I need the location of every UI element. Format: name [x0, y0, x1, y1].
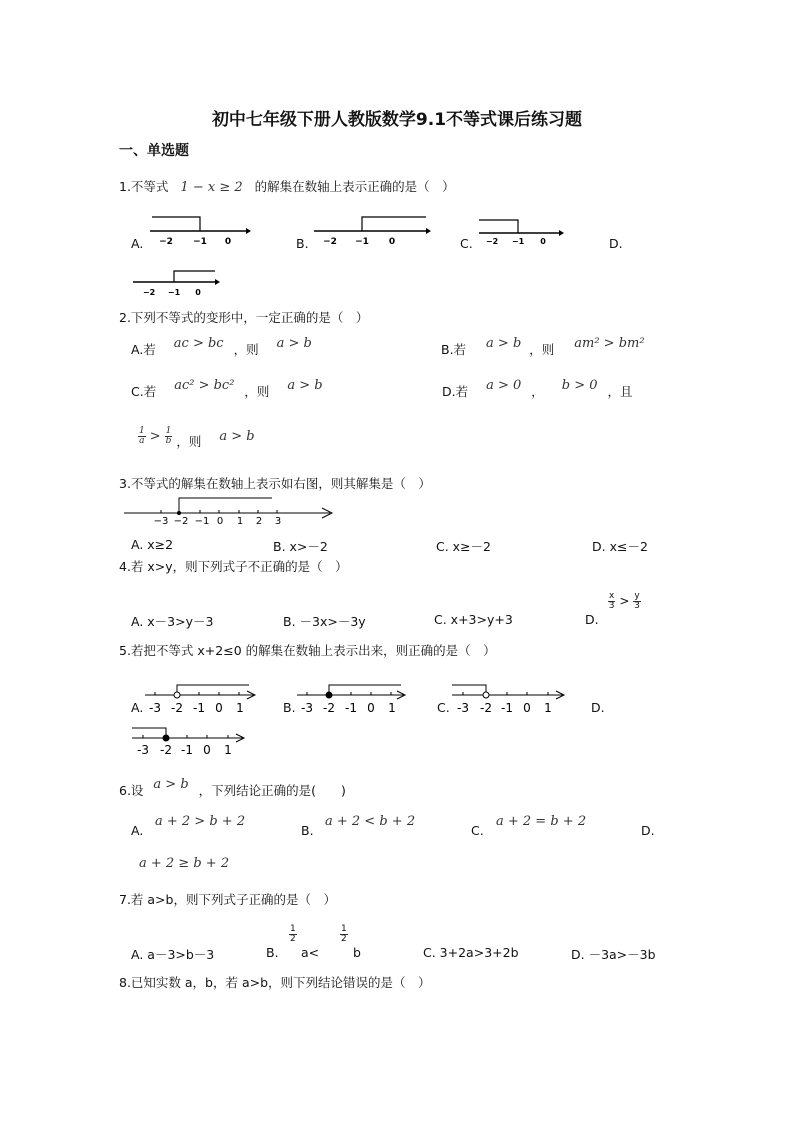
q3-option-c: C. x≥－2: [436, 539, 491, 554]
q3-tick: 2: [255, 516, 263, 527]
q2-d-formula1: a > 0: [486, 378, 522, 393]
q2-a-formula1: ac > bc: [173, 336, 224, 351]
q5b-tick: -3: [301, 701, 313, 715]
q2-option-b: [441, 336, 645, 358]
q4-option-c: C. x+3>y+3: [434, 612, 513, 627]
q5a-tick: 0: [215, 701, 223, 715]
q3-tick: −2: [173, 516, 189, 527]
q2-c-formula1: ac² > bc²: [174, 378, 235, 393]
q2-d-frac1: $\frac{1}{a}$: [139, 426, 145, 446]
q3-tick: 3: [274, 516, 282, 527]
q4-stem: 4.若 x>y，则下列式子不正确的是（ ）: [119, 559, 348, 574]
q3-tick: 0: [216, 516, 224, 527]
q3-tick: −3: [153, 516, 169, 527]
q4-option-d-formula: [608, 592, 641, 611]
q1-number-line-a: [146, 213, 252, 247]
q3-option-b: B. x>－2: [273, 539, 328, 554]
q2-option-d-cont: [138, 426, 255, 449]
q1-stem-prefix: 1.不等式: [119, 179, 169, 194]
q5a-tick: -3: [149, 701, 161, 715]
q1c-tick: −1: [511, 237, 525, 246]
q4-option-d-label: D.: [585, 612, 599, 627]
q1a-tick: −1: [193, 237, 207, 247]
q5b-tick: -1: [345, 701, 357, 715]
q6-stem: [119, 777, 346, 799]
q1-option-d-label: D.: [609, 236, 623, 251]
q1-number-line-c: [475, 213, 565, 247]
q2-d-and: ，且: [607, 384, 633, 399]
q2-a-label: A.若: [131, 342, 156, 357]
q3-tick: −1: [194, 516, 210, 527]
q2-d-then: ，则: [176, 434, 202, 449]
q2-c-label: C.若: [131, 384, 157, 399]
q4-d-frac1: $\frac{x}{3}$: [608, 591, 615, 611]
q5-number-line-c: [450, 682, 570, 716]
q5b-tick: -2: [323, 701, 335, 715]
q5c-tick: 0: [523, 701, 531, 715]
q4-option-b: B. －3x>－3y: [283, 614, 366, 629]
q2-b-label: B.若: [441, 342, 467, 357]
q1d-tick: 0: [195, 288, 201, 297]
q7-stem: 7.若 a>b，则下列式子正确的是（ ）: [119, 892, 336, 907]
q1c-tick: 0: [540, 237, 546, 246]
q2-d-frac2: $\frac{1}{b}$: [165, 426, 172, 446]
q6-option-d-label: D.: [641, 823, 655, 838]
q3-option-a: A. x≥2: [131, 537, 174, 552]
q1b-tick: 0: [388, 237, 396, 247]
q2-b-formula1: a > b: [486, 336, 522, 351]
q2-d-formula3: a > b: [219, 429, 255, 444]
q6-option-a-formula: a + 2 > b + 2: [155, 814, 246, 829]
q3-option-d: D. x≤－2: [592, 539, 648, 554]
q6-option-c-formula: a + 2 = b + 2: [496, 814, 587, 829]
q1-number-line-b: [310, 213, 432, 247]
q5c-tick: -1: [501, 701, 513, 715]
q2-a-then: ，则: [233, 342, 259, 357]
q4-d-frac2: $\frac{y}{3}$: [634, 591, 640, 611]
q5d-tick: 0: [203, 743, 211, 757]
q1a-tick: 0: [224, 237, 232, 247]
q2-option-d: [442, 378, 633, 400]
q6-option-b-label: B.: [301, 823, 314, 838]
q5d-tick: 1: [224, 743, 232, 757]
q8-stem: 8.已知实数 a，b，若 a>b，则下列结论错误的是（ ）: [119, 975, 431, 990]
q2-b-formula2: am² > bm²: [574, 336, 645, 351]
q7-b-frac1: $\frac{1}{2}$: [290, 924, 296, 944]
q7-option-d: D. －3a>－3b: [571, 947, 656, 962]
q5d-tick: -3: [137, 743, 149, 757]
q7-b-frac2: $\frac{1}{2}$: [341, 924, 347, 944]
q5b-tick: 0: [367, 701, 375, 715]
q2-option-c: [131, 378, 323, 400]
q5c-tick: -3: [457, 701, 469, 715]
q7-b-end: b: [353, 945, 361, 960]
q4-option-a: A. x－3>y－3: [131, 614, 214, 629]
q1b-tick: −2: [323, 237, 337, 247]
q5c-tick: 1: [544, 701, 552, 715]
q2-d-sep: ，: [531, 384, 544, 399]
q3-stem: 3.不等式的解集在数轴上表示如右图，则其解集是（ ）: [119, 476, 431, 491]
q5a-tick: -1: [193, 701, 205, 715]
q5-option-d-label: D.: [591, 700, 605, 715]
q5-stem: 5.若把不等式 x+2≤0 的解集在数轴上表示出来，则正确的是（ ）: [119, 643, 496, 658]
q1-stem-suffix: 的解集在数轴上表示正确的是（ ）: [254, 179, 455, 194]
q2-option-a: [131, 336, 312, 358]
q5-number-line-d: [130, 724, 250, 758]
q5a-tick: -2: [171, 701, 183, 715]
q2-d-label: D.若: [442, 384, 469, 399]
q1d-tick: −1: [167, 288, 181, 297]
q7-option-a: A. a－3>b－3: [131, 947, 215, 962]
q1-option-c-label: C.: [460, 236, 473, 251]
q6-option-d-formula: a + 2 ≥ b + 2: [139, 856, 230, 871]
q5b-tick: 1: [388, 701, 396, 715]
q5-option-b-label: B.: [283, 700, 296, 715]
q6-option-b-formula: a + 2 < b + 2: [325, 814, 416, 829]
q5d-tick: -2: [160, 743, 172, 757]
q1a-tick: −2: [159, 237, 173, 247]
q7-option-c: C. 3+2a>3+2b: [423, 945, 519, 960]
q5-option-c-label: C.: [437, 700, 450, 715]
q2-d-formula2: b > 0: [561, 378, 598, 393]
q6-stem-prefix: 6.设: [119, 783, 144, 798]
q5a-tick: 1: [236, 701, 244, 715]
q1-number-line-d: [131, 267, 221, 299]
q2-stem: 2.下列不等式的变形中，一定正确的是（ ）: [119, 310, 369, 325]
q4-d-gt: >: [619, 594, 630, 608]
q2-d-gt: >: [149, 429, 161, 444]
q1d-tick: −2: [142, 288, 156, 297]
q7-b-mid: a<: [301, 945, 320, 960]
q1-formula: 1 − x ≥ 2: [180, 180, 243, 195]
q3-tick: 1: [236, 516, 244, 527]
q5c-tick: -2: [480, 701, 492, 715]
q2-a-formula2: a > b: [276, 336, 312, 351]
q6-formula: a > b: [153, 777, 189, 792]
q1c-tick: −2: [485, 237, 499, 246]
q5-number-line-b: [295, 682, 411, 716]
q6-option-a-label: A.: [131, 823, 144, 838]
q7-option-b-label: B.: [266, 945, 279, 960]
q3-number-line: [120, 493, 340, 529]
q2-c-formula2: a > b: [287, 378, 323, 393]
page-title: 初中七年级下册人教版数学9.1不等式课后练习题: [211, 110, 583, 130]
q5-option-a-label: A.: [131, 700, 144, 715]
q2-b-then: ，则: [529, 342, 555, 357]
q5-number-line-a: [143, 682, 261, 716]
section-heading: 一、单选题: [119, 143, 189, 159]
q6-option-c-label: C.: [471, 823, 484, 838]
q1-option-b-label: B.: [296, 236, 309, 251]
q1-option-a-label: A.: [131, 236, 144, 251]
q1b-tick: −1: [355, 237, 369, 247]
q5d-tick: -1: [181, 743, 193, 757]
q1-stem: [119, 177, 455, 195]
q6-stem-suffix: ，下列结论正确的是( ): [198, 783, 346, 798]
q2-c-then: ，则: [244, 384, 270, 399]
